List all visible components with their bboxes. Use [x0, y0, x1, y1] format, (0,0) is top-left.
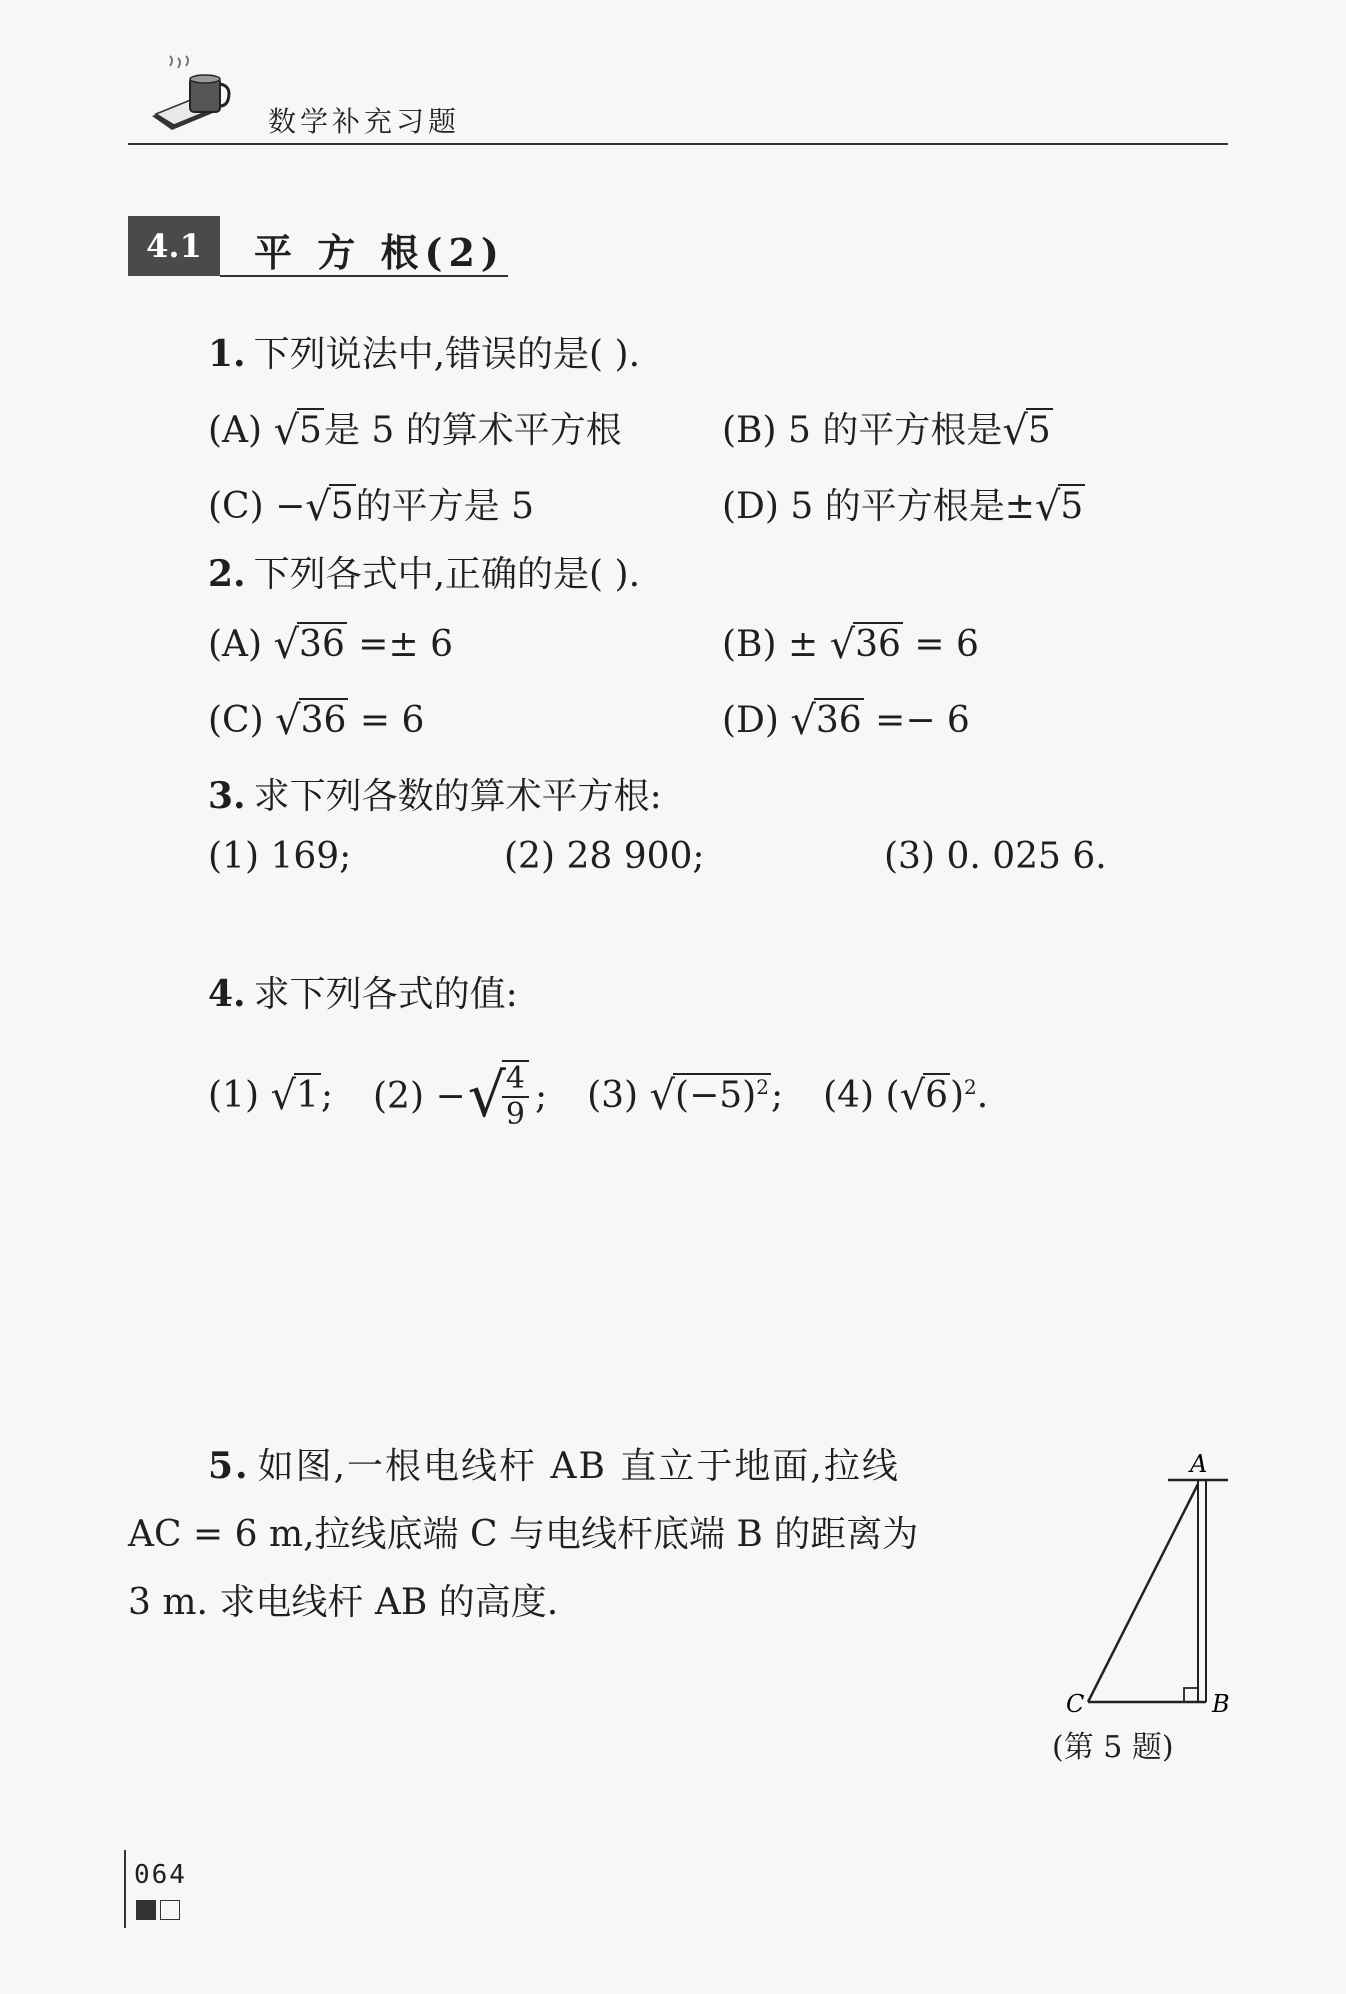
sqrt-expression: √6	[899, 1073, 948, 1119]
label-c: C	[1066, 1690, 1085, 1718]
q2-option-d	[722, 698, 970, 744]
question-5-line-1	[208, 1438, 900, 1489]
question-3	[208, 768, 662, 819]
sqrt-expression: √5	[1002, 408, 1051, 454]
option-label: (D)	[722, 700, 779, 741]
question-stem: 求下列各式的值:	[253, 974, 518, 1015]
label-b: B	[1212, 1690, 1230, 1718]
question-2	[208, 546, 640, 597]
option-label: (A)	[208, 624, 263, 665]
sqrt-expression: √36	[829, 622, 901, 668]
question-stem: 求下列各数的算术平方根:	[253, 776, 662, 817]
q1-option-b	[722, 402, 1053, 454]
book-and-cup-icon	[150, 54, 246, 134]
q3-part-1: (1) 169;	[208, 836, 352, 877]
question-number: 5.	[208, 1445, 250, 1487]
pole-triangle-figure	[1050, 1450, 1240, 1720]
sqrt-expression: √36	[790, 698, 862, 744]
sqrt-expression: $√(-5)^2$	[649, 1073, 769, 1119]
question-number: 4.	[208, 973, 246, 1015]
q1-option-d	[722, 478, 1085, 530]
minus-sign: −	[275, 486, 306, 527]
option-text: =− 6	[863, 700, 970, 741]
option-text: 5 的平方根是±	[790, 486, 1035, 527]
q4-part-2: (2) − √ $\frac{4}{9}$ ;	[373, 1061, 548, 1132]
label-a: A	[1190, 1450, 1208, 1478]
q2-option-b	[722, 622, 979, 668]
sqrt-expression: √36	[273, 622, 345, 668]
sqrt-expression: √36	[275, 698, 347, 744]
option-text: = 6	[902, 624, 979, 665]
question-number: 2.	[208, 553, 246, 595]
q3-part-3: (3) 0. 025 6.	[884, 836, 1107, 877]
fraction: $\frac{4}{9}$	[502, 1060, 529, 1132]
sqrt-expression: √1	[270, 1073, 319, 1119]
question-1	[208, 326, 640, 377]
option-label: (D)	[722, 486, 779, 527]
sqrt-sign-large: √	[467, 1061, 506, 1131]
option-label: (B)	[722, 410, 777, 451]
filled-square-icon	[136, 1900, 156, 1920]
question-stem: 下列说法中,错误的是( ).	[253, 334, 641, 375]
q1-option-a	[208, 402, 622, 454]
q3-part-2: (2) 28 900;	[504, 836, 705, 877]
option-label: (A)	[208, 410, 263, 451]
question-stem: 下列各式中,正确的是( ).	[253, 554, 641, 595]
option-label: (B)	[722, 624, 777, 665]
question-number: 3.	[208, 775, 246, 817]
figure-caption: (第 5 题)	[1052, 1730, 1174, 1765]
guy-wire-ac	[1088, 1484, 1198, 1702]
right-angle-mark	[1184, 1688, 1198, 1702]
q2-option-a	[208, 622, 453, 668]
section-rule	[220, 275, 508, 277]
section-number: 4.1	[128, 216, 220, 276]
q4-part-1: (1) √1;	[208, 1073, 333, 1119]
sqrt-expression: √5	[1034, 484, 1084, 530]
option-text: =± 6	[346, 624, 453, 665]
question-4	[208, 966, 518, 1017]
header-title: 数学补充习题	[268, 105, 461, 138]
option-label: (C)	[208, 486, 264, 527]
q4-parts-row	[208, 1060, 988, 1132]
q2-option-c	[208, 698, 424, 744]
option-text: = 6	[348, 700, 425, 741]
q1-option-c	[208, 478, 534, 530]
question-5-line-2: AC = 6 m,拉线底端 C 与电线杆底端 B 的距离为	[128, 1514, 919, 1555]
option-text: 5 的平方根是	[788, 410, 1003, 451]
header-rule	[128, 143, 1228, 145]
empty-square-icon	[160, 1900, 180, 1920]
section-title: 平 方 根(2)	[254, 230, 505, 275]
question-5-line-3: 3 m. 求电线杆 AB 的高度.	[128, 1582, 559, 1623]
sqrt-expression: √5	[305, 484, 354, 530]
option-text: 是 5 的算术平方根	[323, 410, 622, 451]
question-number: 1.	[208, 333, 246, 375]
option-text: 的平方是 5	[355, 486, 535, 527]
q4-part-4: (4) $(√6)^2$.	[823, 1073, 989, 1119]
sqrt-expression: √5	[273, 408, 322, 454]
plus-minus-sign: ±	[788, 624, 830, 665]
question-text: 如图,一根电线杆 AB 直立于地面,拉线	[257, 1446, 900, 1487]
option-label: (C)	[208, 700, 264, 741]
page-number-bar	[124, 1850, 126, 1928]
q4-part-3: (3) $√(-5)^2$;	[587, 1073, 784, 1119]
page-number: 064	[134, 1860, 187, 1890]
